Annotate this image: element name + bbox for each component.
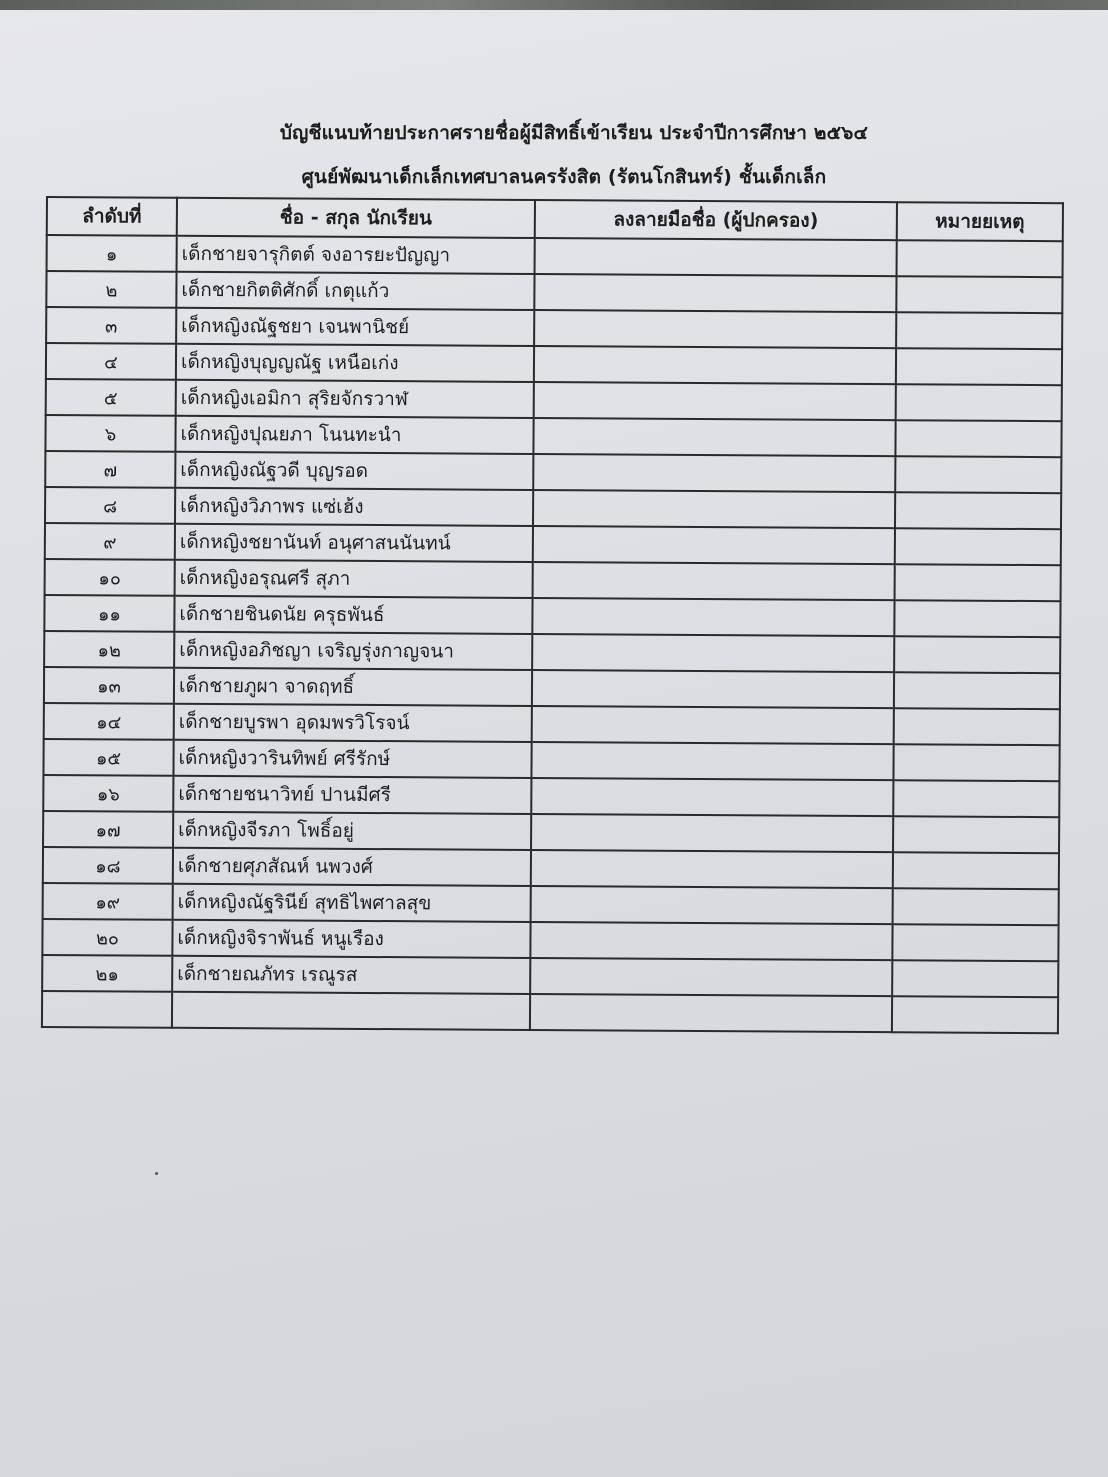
remark-cell [895,564,1061,601]
remark-cell [892,960,1058,997]
student-name: เด็กชายกิตติศักดิ์ เกตุแก้ว [176,272,534,310]
remark-cell [896,276,1062,313]
document-title: บัญชีแนบท้ายประกาศรายชื่อผู้มีสิทธิ์เข้าเรียน ประจำปีการศึกษา ๒๕๖๔ [279,122,869,144]
row-number [42,991,172,1028]
student-name: เด็กชายชนาวิทย์ ปานมีศรี [173,776,531,814]
student-name: เด็กหญิงจิราพันธ์ หนูเรือง [172,920,530,958]
student-name: เด็กหญิงวารินทิพย์ ศรีรักษ์ [173,740,531,778]
remark-cell [893,816,1059,853]
row-number: ๑๕ [43,739,173,776]
document-subtitle: ศูนย์พัฒนาเด็กเล็กเทศบาลนครรังสิต (รัตนโกสินทร์) ชั้นเด็กเล็ก [301,166,827,188]
signature-cell [530,922,892,960]
student-name: เด็กชายณภัทร เรณูรส [172,956,530,994]
student-name: เด็กหญิงบุญญณัฐ เหนือเก่ง [176,344,534,382]
row-number: ๒ [46,271,176,308]
student-name: เด็กหญิงณัฐรินีย์ สุทธิไพศาลสุข [173,884,531,922]
row-number: ๒๑ [42,955,172,992]
row-number: ๓ [46,307,176,344]
row-number: ๖ [45,415,175,452]
row-number: ๙ [45,523,175,560]
table-row [46,307,1062,349]
table-row [45,415,1061,457]
signature-cell [531,850,893,888]
student-name: เด็กหญิงชยานันท์ อนุศาสนนันทน์ [175,524,533,562]
row-number: ๑๘ [43,847,173,884]
table-row [45,487,1061,529]
student-name: เด็กชายศุภสัณห์ นพวงศ์ [173,848,531,886]
remark-cell [894,708,1060,745]
signature-cell [531,814,893,852]
table-row [46,379,1062,421]
table-row [43,775,1059,817]
signature-cell [533,562,895,600]
table-body [42,235,1063,1033]
table-row [44,595,1060,637]
signature-cell [534,274,896,312]
table-row [46,271,1062,313]
signature-cell [535,238,897,276]
row-number: ๕ [46,379,176,416]
table-row [43,847,1059,889]
header-remark: หมายยเหตุ [897,202,1063,241]
remark-cell [893,888,1059,925]
remark-cell [892,924,1058,961]
row-number: ๑๒ [44,631,174,668]
table-row [45,523,1061,565]
signature-cell [533,454,895,492]
table-row [44,703,1060,745]
remark-cell [894,672,1060,709]
header-no: ลำดับที่ [47,197,177,236]
student-name: เด็กหญิงอภิชญา เจริญรุ่งกาญจนา [174,632,532,670]
student-name: เด็กหญิงจีรภา โพธิ์อยู่ [173,812,531,850]
student-name: เด็กหญิงเอมิกา สุริยจักรวาฬ [176,380,534,418]
signature-cell [532,706,894,744]
remark-cell [892,996,1058,1033]
table-row [45,559,1061,601]
student-list-table [41,196,1064,1034]
remark-cell [896,348,1062,385]
remark-cell [893,744,1059,781]
row-number: ๑๗ [43,811,173,848]
table-row [47,235,1063,277]
remark-cell [896,384,1062,421]
signature-cell [533,526,895,564]
student-name: เด็กชายบูรพา อุดมพรวิโรจน์ [174,704,532,742]
signature-cell [533,418,895,456]
student-name: เด็กหญิงอรุณศรี สุภา [175,560,533,598]
row-number: ๔ [46,343,176,380]
row-number: ๑๓ [44,667,174,704]
signature-cell [530,994,892,1032]
row-number: ๑๑ [44,595,174,632]
header-signature: ลงลายมือชื่อ (ผู้ปกครอง) [535,200,897,240]
table-header-row [47,197,1063,241]
row-number: ๑๔ [44,703,174,740]
student-name: เด็กหญิงวิภาพร แซ่เฮ้ง [175,488,533,526]
row-number: ๑ [47,235,177,272]
signature-cell [531,886,893,924]
remark-cell [895,528,1061,565]
remark-cell [895,456,1061,493]
row-number: ๑๐ [45,559,175,596]
table-row [46,343,1062,385]
row-number: ๑๙ [43,883,173,920]
table-row [42,955,1058,997]
paper-speck [155,1172,158,1175]
remark-cell [897,240,1063,277]
row-number: ๒๐ [42,919,172,956]
remark-cell [894,600,1060,637]
row-number: ๗ [45,451,175,488]
student-name: เด็กชายจารุกิตต์ จงอารยะปัญญา [177,236,535,274]
table-row [43,739,1059,781]
signature-cell [532,634,894,672]
remark-cell [896,312,1062,349]
table-row [43,811,1059,853]
student-name: เด็กหญิงปุณยภา โนนทะนำ [175,416,533,454]
signature-cell [531,742,893,780]
signature-cell [532,670,894,708]
signature-cell [532,598,894,636]
row-number: ๑๖ [43,775,173,812]
table-row [43,883,1059,925]
student-name [172,992,530,1030]
signature-cell [533,490,895,528]
remark-cell [893,780,1059,817]
table-row [44,631,1060,673]
signature-cell [530,958,892,996]
table-row [42,919,1058,961]
remark-cell [895,492,1061,529]
student-name: เด็กหญิงณัฐชยา เจนพานิชย์ [176,308,534,346]
remark-cell [894,636,1060,673]
remark-cell [893,852,1059,889]
header-name: ชื่อ - สกุล นักเรียน [177,198,535,238]
signature-cell [534,346,896,384]
student-name: เด็กหญิงณัฐวดี บุญรอด [175,452,533,490]
row-number: ๘ [45,487,175,524]
signature-cell [531,778,893,816]
student-name: เด็กชายชินดนัย ครุธพันธ์ [174,596,532,634]
signature-cell [534,382,896,420]
student-name: เด็กชายภูผา จาดฤทธิ์ [174,668,532,706]
table-row [42,991,1058,1033]
table-row [44,667,1060,709]
table-row [45,451,1061,493]
remark-cell [895,420,1061,457]
signature-cell [534,310,896,348]
